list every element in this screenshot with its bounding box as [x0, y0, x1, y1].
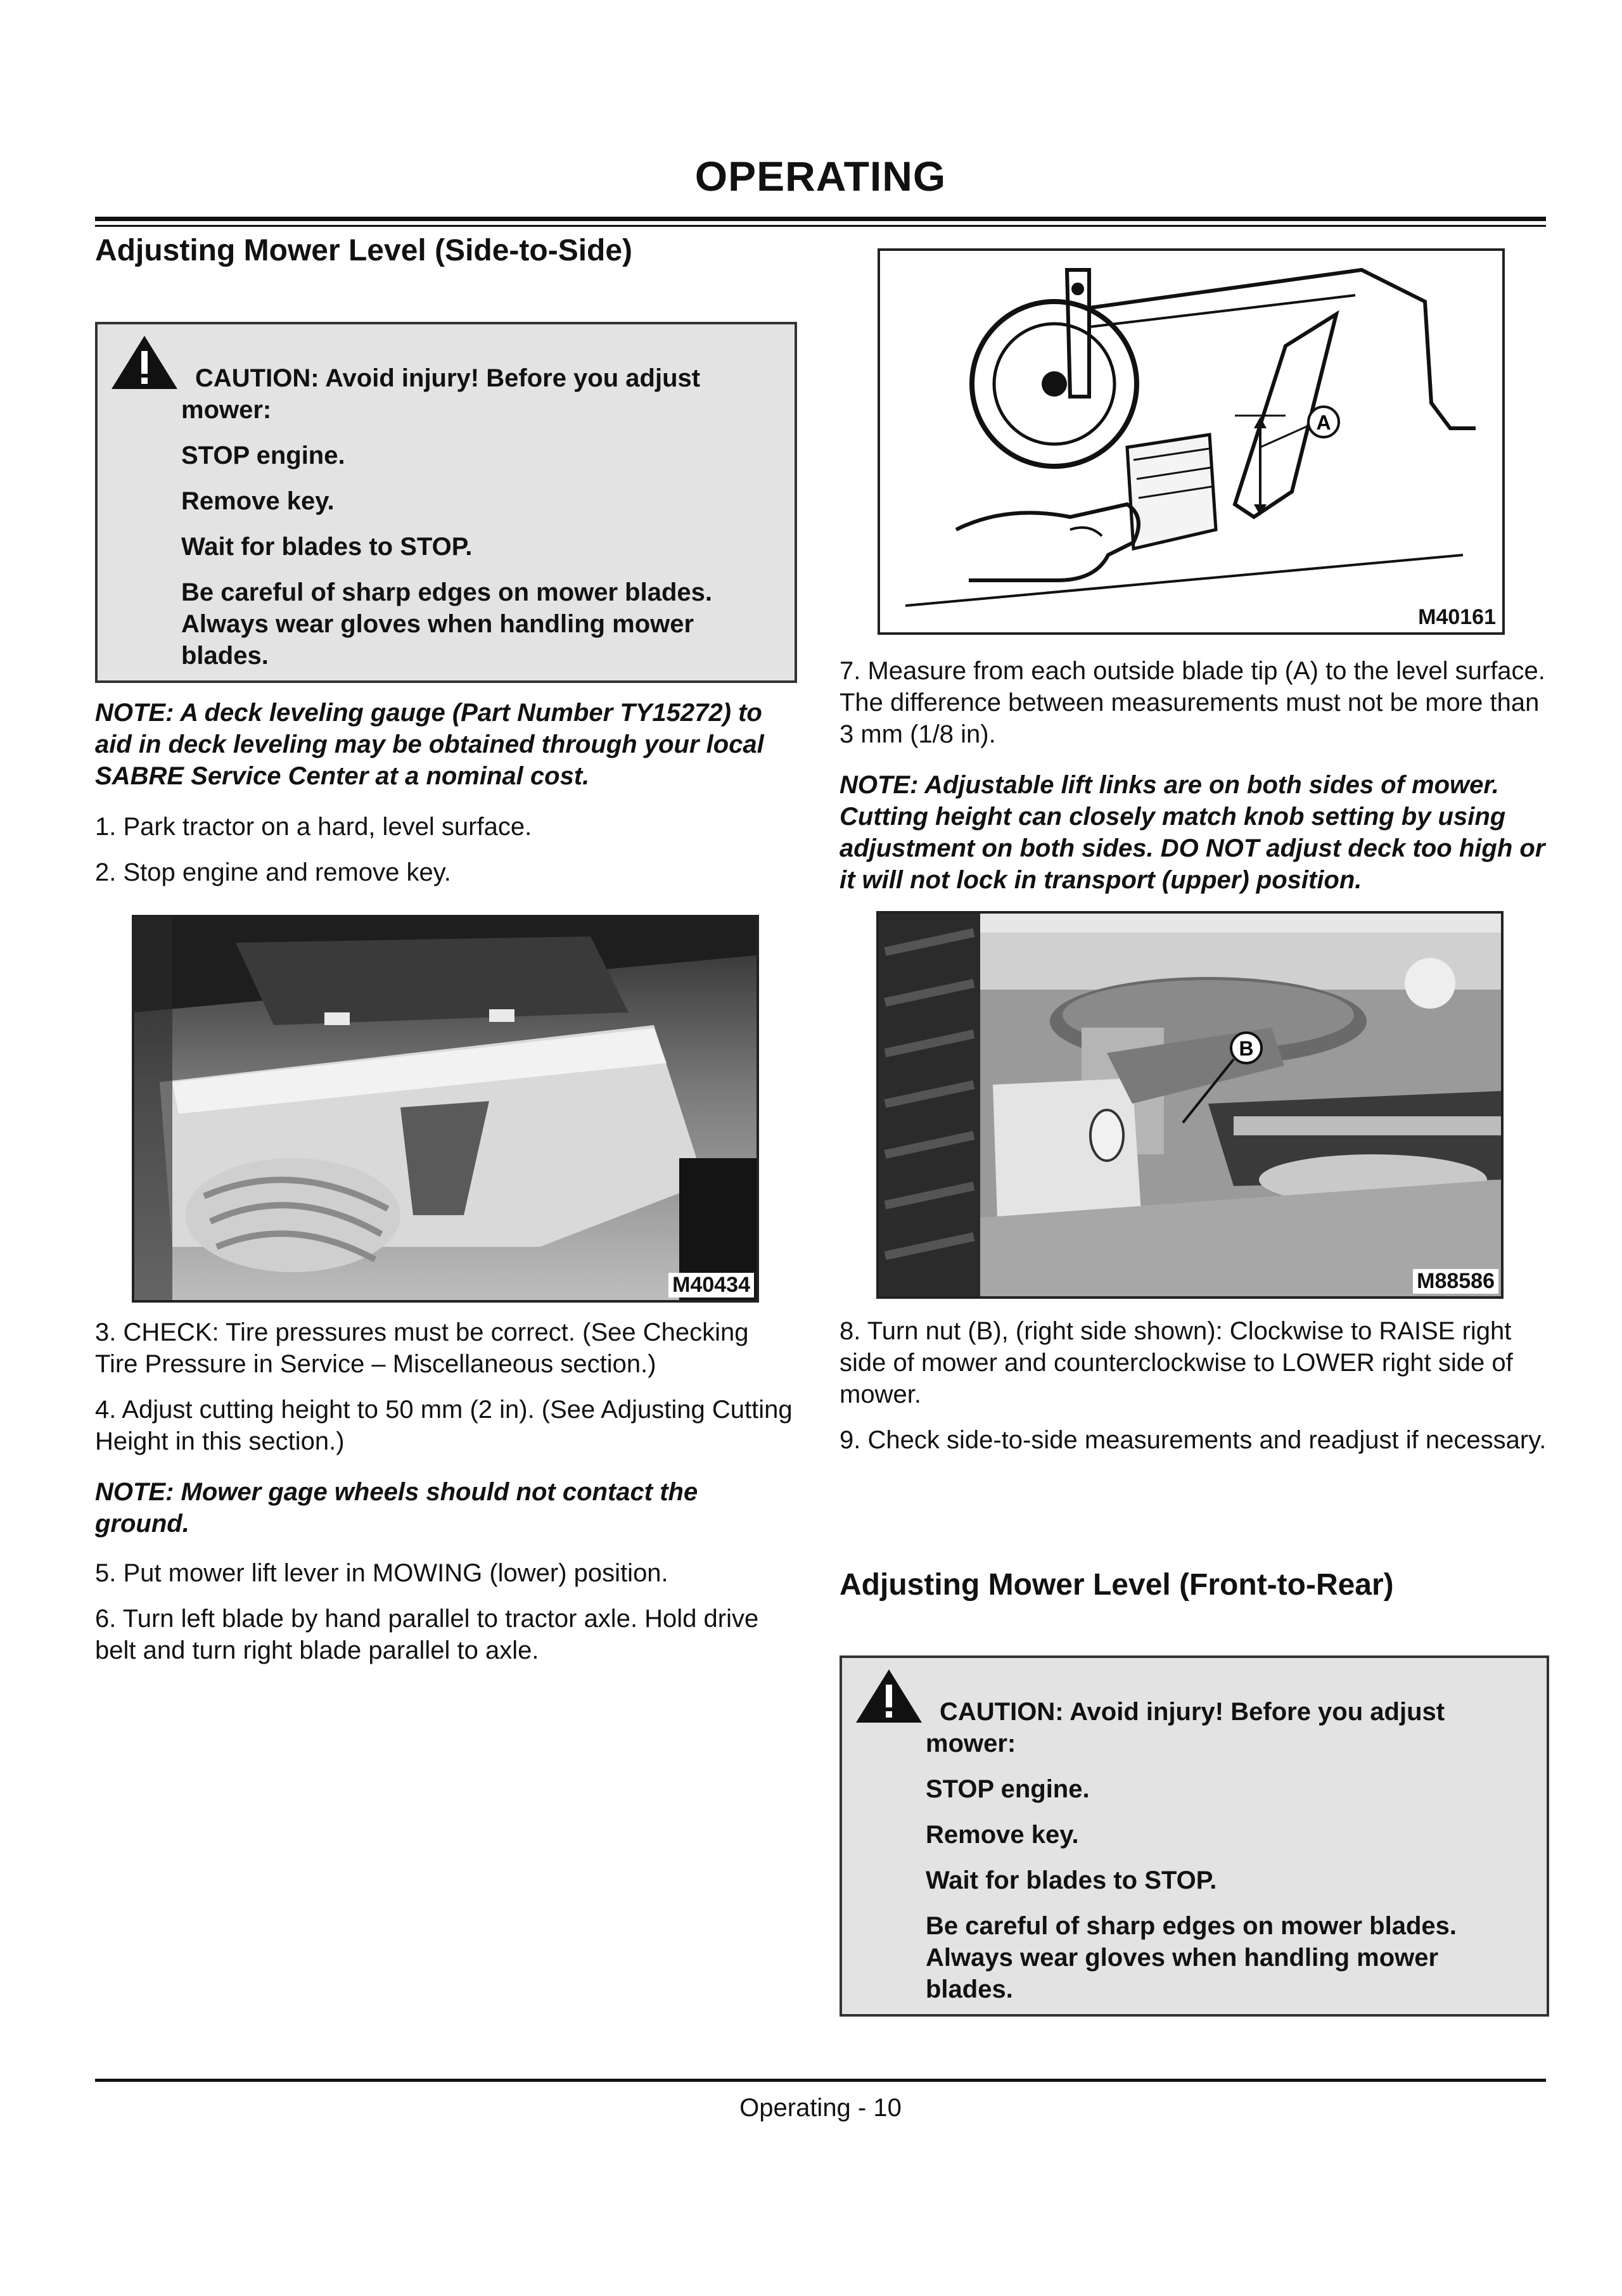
page-number: Operating - 10 — [739, 2094, 902, 2122]
caution-line: Be careful of sharp edges on mower blades. Always wear gloves when handling mower blades. — [181, 578, 713, 670]
caution-line: CAUTION: Avoid injury! Before you adjust mower: — [181, 364, 701, 424]
header-rule-thin — [95, 225, 1546, 227]
photo-lift-link-nut — [879, 914, 1501, 1296]
figure-label: M88586 — [1413, 1269, 1498, 1294]
figure-label: M40434 — [668, 1273, 754, 1298]
step-item: 5. Put mower lift lever in MOWING (lower) position. — [95, 1559, 668, 1587]
warning-triangle-icon — [853, 1667, 924, 1725]
step-item: 6. Turn left blade by hand parallel to tractor axle. Hold drive belt and turn right blade parallel to axle. — [95, 1605, 759, 1664]
drawing-blade-measure — [880, 251, 1502, 632]
caution-line: CAUTION: Avoid injury! Before you adjust mower: — [926, 1698, 1445, 1757]
section-heading-front-to-rear: Adjusting Mower Level (Front-to-Rear) — [840, 1568, 1394, 1602]
step-item: 2. Stop engine and remove key. — [95, 858, 451, 886]
caution-line: Remove key. — [926, 1821, 1079, 1849]
caution-box-left — [95, 322, 797, 683]
figure-label: M40161 — [1414, 605, 1500, 630]
note-lift-links: NOTE: Adjustable lift links are on both sides of mower. Cutting height can closely match knob setting by using adjustment on both sides. DO NOT adjust deck too high or it will not lock in transport (upper) position. — [840, 771, 1545, 894]
caution-line: STOP engine. — [926, 1775, 1090, 1803]
figure-m88586 — [876, 911, 1504, 1299]
steps-8-9 — [840, 1315, 1549, 1470]
steps-1-2 — [95, 811, 797, 902]
steps-3-4 — [95, 1317, 797, 1471]
header-rule — [95, 217, 1546, 221]
callout-a: A — [1316, 411, 1331, 434]
step-item: 9. Check side-to-side measurements and readjust if necessary. — [840, 1426, 1547, 1454]
warning-triangle-icon — [109, 333, 180, 392]
caution-box-right — [840, 1655, 1549, 2017]
caution-line: Be careful of sharp edges on mower blades. Always wear gloves when handling mower blades. — [926, 1912, 1457, 2003]
figure-m40434 — [132, 915, 759, 1303]
step-item: 8. Turn nut (B), (right side shown): Clockwise to RAISE right side of mower and counterclockwise to LOWER right side of mower. — [840, 1317, 1513, 1408]
step-item: 3. CHECK: Tire pressures must be correct. (See Checking Tire Pressure in Service – Miscellaneous section.) — [95, 1318, 749, 1378]
steps-5-6 — [95, 1557, 797, 1680]
caution-text — [181, 362, 769, 686]
section-heading-side-to-side: Adjusting Mower Level (Side-to-Side) — [95, 234, 633, 267]
step-item: 4. Adjust cutting height to 50 mm (2 in). (See Adjusting Cutting Height in this section.) — [95, 1396, 793, 1455]
step-item: 7. Measure from each outside blade tip (A) to the level surface. The difference between measurements must not be more than 3 mm (1/8 in). — [840, 657, 1545, 748]
footer-rule — [95, 2079, 1546, 2082]
caution-line: STOP engine. — [181, 442, 345, 469]
step-item: 1. Park tractor on a hard, level surface. — [95, 813, 532, 841]
photo-deck-gauge — [134, 917, 757, 1300]
caution-text — [926, 1696, 1521, 2019]
caution-line: Remove key. — [181, 487, 335, 515]
step-7 — [840, 655, 1549, 764]
caution-line: Wait for blades to STOP. — [926, 1866, 1217, 1894]
note-deck-gauge: NOTE: A deck leveling gauge (Part Number TY15272) to aid in deck leveling may be obtained through your local SABRE Service Center at a nominal cost. — [95, 699, 764, 790]
note-gage-wheels: NOTE: Mower gage wheels should not contact the ground. — [95, 1478, 698, 1538]
caution-line: Wait for blades to STOP. — [181, 533, 473, 561]
figure-m40161 — [878, 248, 1505, 635]
callout-b: B — [1239, 1037, 1254, 1060]
page-title: OPERATING — [694, 153, 947, 200]
